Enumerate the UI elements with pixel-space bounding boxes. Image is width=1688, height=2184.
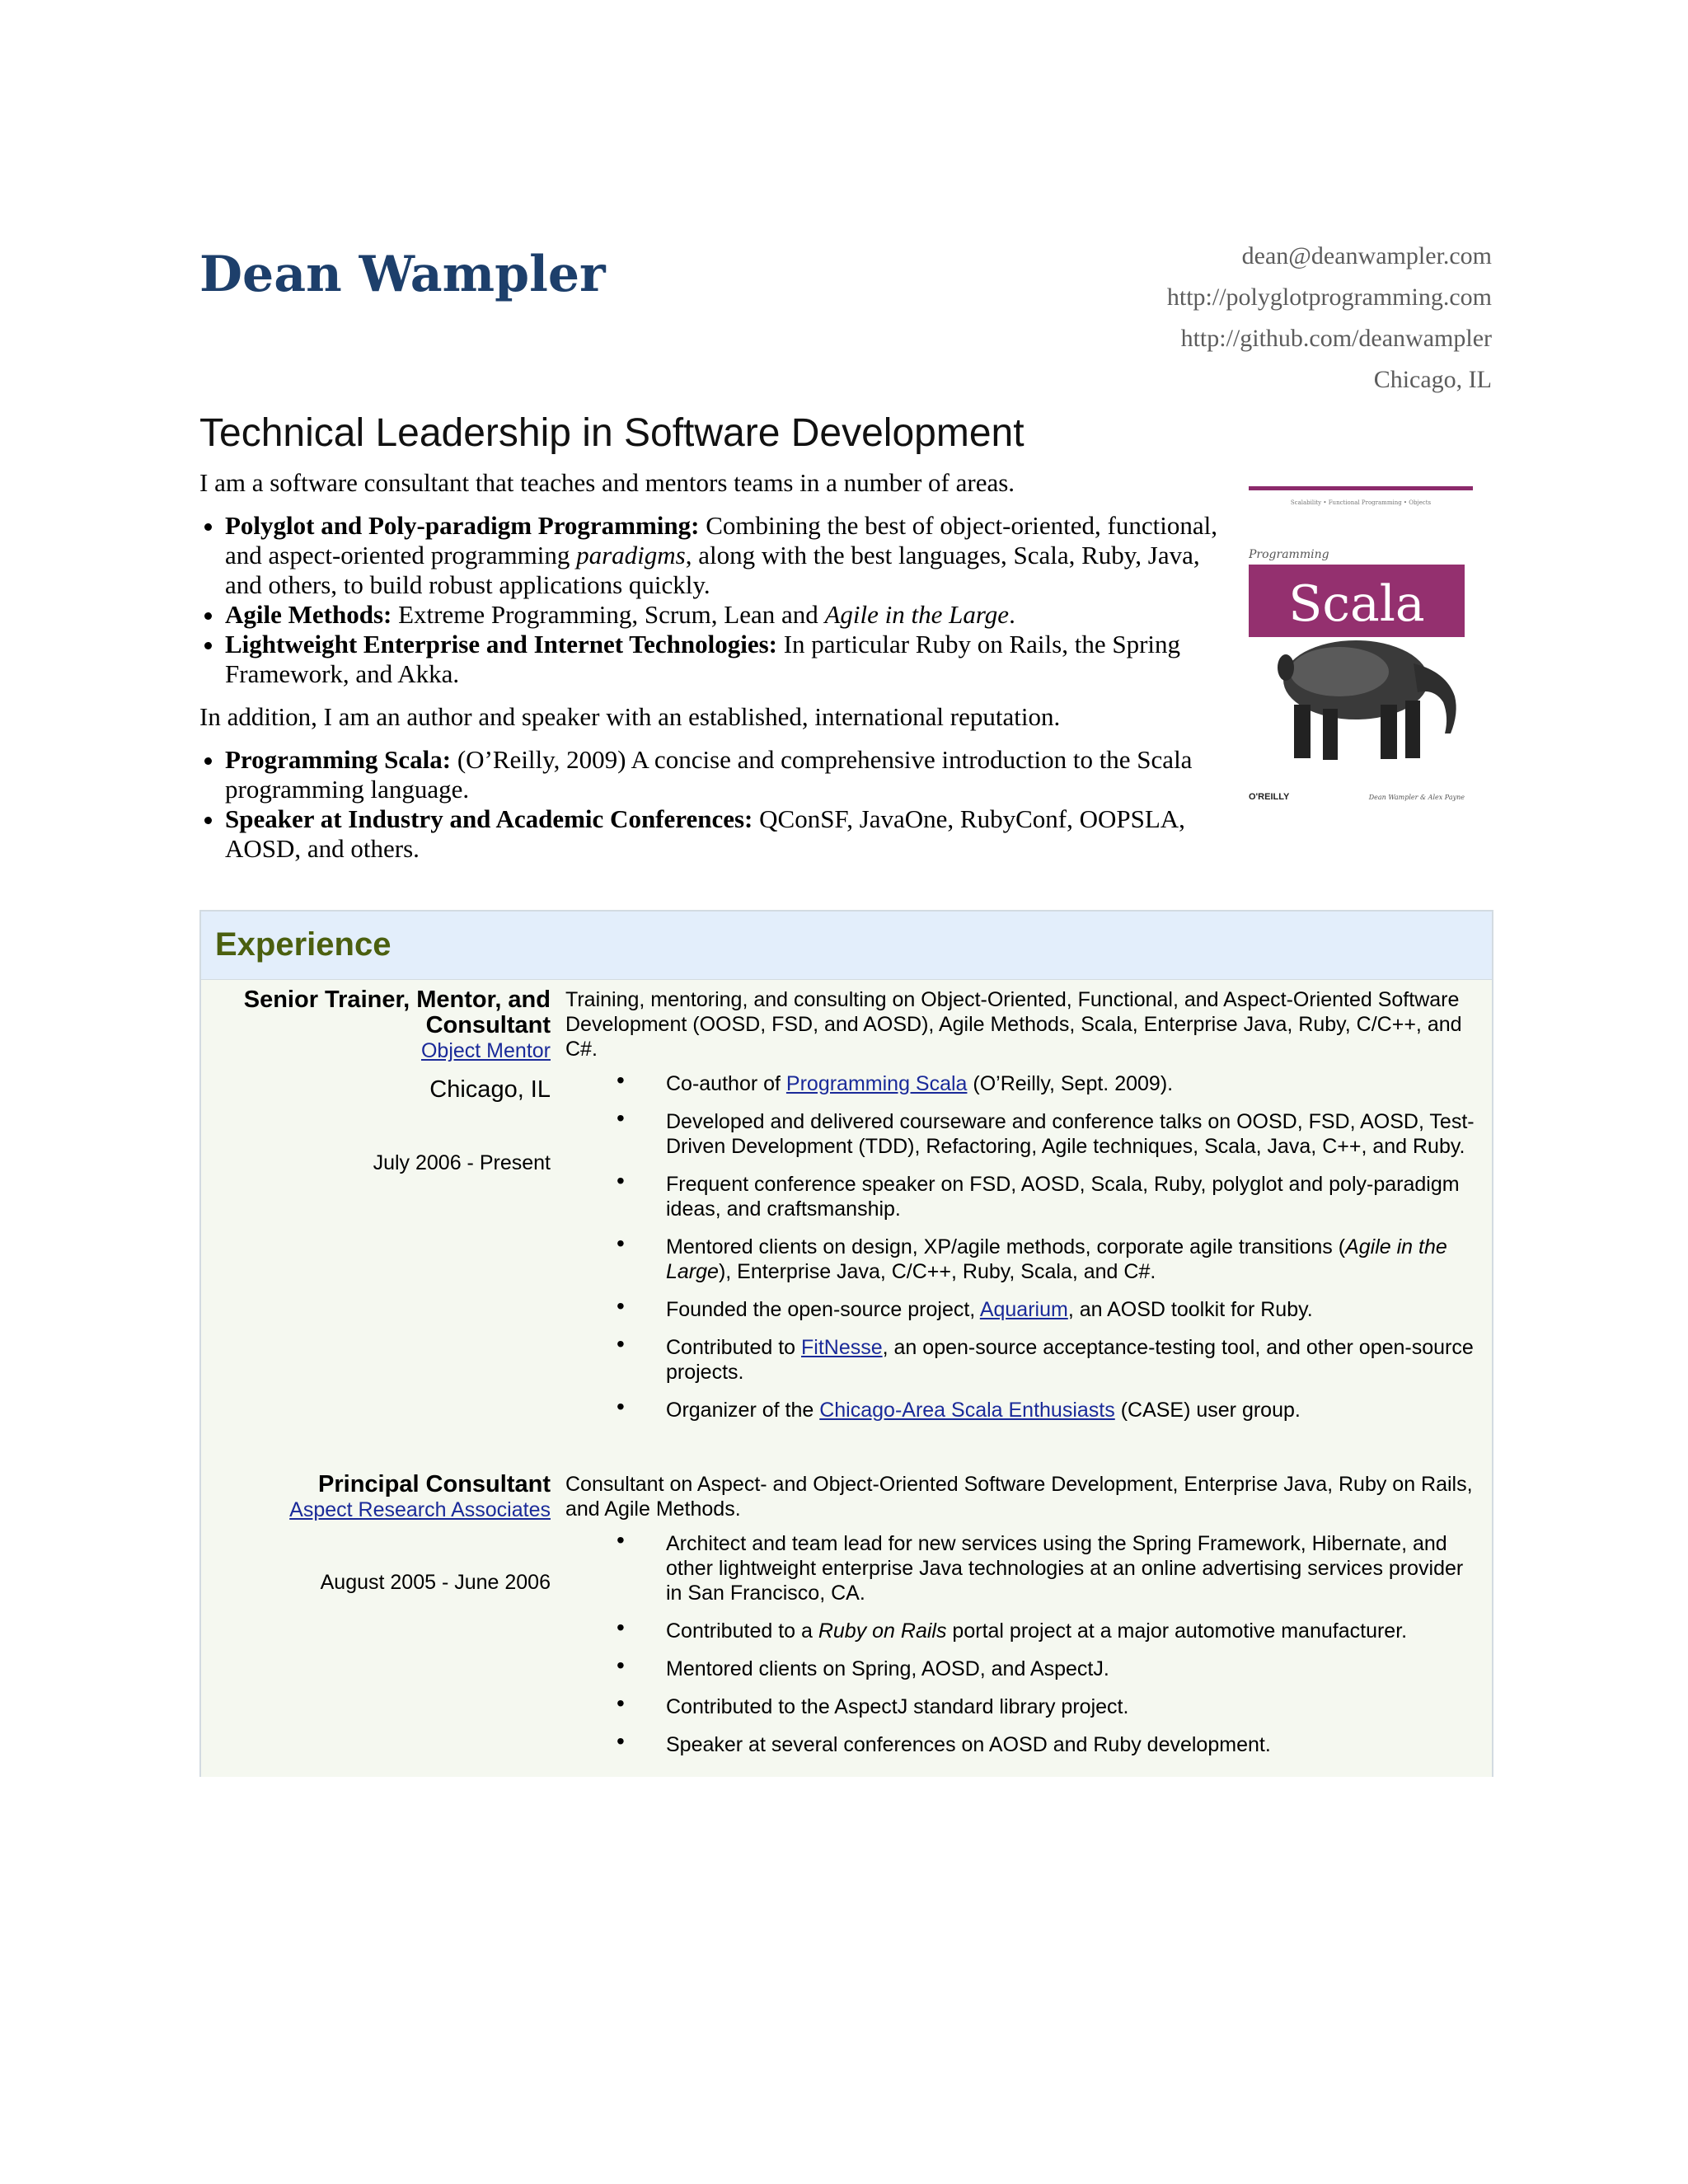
intro-lead: I am a software consultant that teaches and mentors teams in a number of areas. bbox=[199, 468, 1015, 497]
bullet-text: , an open-source acceptance-testing tool, and other open-source projects. bbox=[666, 1336, 1474, 1384]
bullet-item: • Developed and delivered courseware and conference talks on OOSD, FSD, AOSD, Test-Driven Development (TDD), Refactoring, Agile techniques, Scala, Java, C++, and Ruby. bbox=[565, 1109, 1484, 1159]
company-link-aspect-research[interactable]: Aspect Research Associates bbox=[289, 1498, 551, 1521]
link-chicago-area-scala-enthusiasts[interactable]: Chicago-Area Scala Enthusiasts bbox=[819, 1399, 1115, 1422]
bullet-italic: Ruby on Rails bbox=[818, 1619, 947, 1643]
job-dates: August 2005 - June 2006 bbox=[320, 1571, 551, 1594]
link-programming-scala[interactable]: Programming Scala bbox=[785, 1072, 968, 1095]
bullet-text: Mentored clients on design, XP/agile methods, corporate agile transitions ( bbox=[666, 1235, 1346, 1258]
book-authors: Dean Wampler & Alex Payne bbox=[1368, 794, 1465, 801]
job-location: Chicago, IL bbox=[429, 1076, 551, 1103]
area-term: Polyglot and Poly-paradigm Programming: bbox=[225, 511, 700, 540]
credential-item bbox=[225, 745, 1230, 804]
book-cover-programming-scala bbox=[1249, 486, 1473, 812]
job-dates: July 2006 - Present bbox=[373, 1151, 551, 1174]
job-title: Principal Consultant bbox=[318, 1471, 551, 1497]
job-meta bbox=[201, 987, 551, 1175]
experience-section bbox=[199, 910, 1493, 1777]
bullet-text: portal project at a major automotive manufacturer. bbox=[946, 1619, 1408, 1643]
job-meta bbox=[201, 1472, 551, 1595]
company-link-object-mentor[interactable]: Object Mentor bbox=[420, 1039, 551, 1062]
book-series: Programming bbox=[1249, 548, 1329, 561]
bullet-italic: Agile in the Large bbox=[666, 1235, 1447, 1283]
job-details bbox=[565, 987, 1484, 1436]
credential-term: Programming Scala: bbox=[225, 745, 452, 774]
contact-website[interactable]: http://polyglotprogramming.com bbox=[1166, 284, 1492, 311]
job-bullets bbox=[565, 1071, 1484, 1422]
bullet-item bbox=[565, 1335, 1484, 1385]
bullet-text: Founded the open-source project, bbox=[666, 1298, 980, 1321]
bullet-text: (O’Reilly, Sept. 2009). bbox=[967, 1072, 1174, 1095]
contact-github[interactable]: http://github.com/deanwampler bbox=[1180, 325, 1492, 352]
area-text-after: . bbox=[1009, 600, 1015, 629]
book-title: Scala bbox=[1288, 575, 1425, 633]
contact-email[interactable]: dean@deanwampler.com bbox=[1241, 242, 1492, 269]
credential-term: Speaker at Industry and Academic Conferences: bbox=[225, 804, 753, 833]
area-term: Agile Methods: bbox=[225, 600, 392, 629]
job-title: Senior Trainer, Mentor, and Consultant bbox=[243, 987, 551, 1038]
area-italic: Agile in the Large bbox=[824, 600, 1010, 629]
experience-header bbox=[201, 912, 1492, 980]
bullet-text: , an AOSD toolkit for Ruby. bbox=[1067, 1298, 1313, 1321]
credential-item bbox=[225, 804, 1230, 864]
job-summary: Consultant on Aspect- and Object-Oriented Software Development, Enterprise Java, Ruby on Rails, and Agile Methods. bbox=[565, 1473, 1473, 1521]
experience-heading: Experience bbox=[215, 926, 392, 963]
tagline: Technical Leadership in Software Development bbox=[199, 411, 1025, 455]
bullet-text: Organizer of the bbox=[666, 1399, 820, 1422]
book-top-text: Scalability • Functional Programming • Objects bbox=[1290, 499, 1432, 506]
job-company-wrap bbox=[201, 1497, 551, 1522]
bullet-item bbox=[565, 1297, 1484, 1322]
bullet-item bbox=[565, 1071, 1484, 1096]
credential-text: (O’Reilly, 2009) A concise and comprehensive introduction to the Scala programming language. bbox=[225, 745, 1193, 804]
resume-name: Dean Wampler bbox=[199, 246, 606, 303]
area-text-after: , along with the best languages, Scala, Ruby, Java, and others, to build robust applications quickly. bbox=[225, 541, 1200, 599]
bullet-item: • Speaker at several conferences on AOSD and Ruby development. bbox=[565, 1732, 1484, 1757]
area-italic: paradigms bbox=[576, 541, 686, 569]
credential-text: QConSF, JavaOne, RubyConf, OOPSLA, AOSD, and others. bbox=[225, 804, 1185, 863]
area-item bbox=[225, 511, 1230, 600]
bullet-item: • Frequent conference speaker on FSD, AOSD, Scala, Ruby, polyglot and poly-paradigm ideas, and craftsmanship. bbox=[565, 1172, 1484, 1221]
area-text: In particular Ruby on Rails, the Spring Framework, and Akka. bbox=[225, 630, 1181, 688]
bullet-item bbox=[565, 1235, 1484, 1284]
intro-section bbox=[199, 468, 1230, 877]
bullet-item: • Contributed to the AspectJ standard library project. bbox=[565, 1694, 1484, 1719]
area-text: Combining the best of object-oriented, functional, and aspect-oriented programming bbox=[225, 511, 1217, 569]
area-item bbox=[225, 630, 1230, 689]
bullet-item bbox=[565, 1619, 1484, 1643]
job-bullets bbox=[565, 1531, 1484, 1757]
intro-second: In addition, I am an author and speaker with an established, international reputation. bbox=[199, 702, 1061, 731]
link-fitnesse[interactable]: FitNesse bbox=[801, 1336, 883, 1359]
bullet-text: Contributed to a bbox=[666, 1619, 818, 1643]
bullet-item bbox=[565, 1398, 1484, 1422]
bullet-text: ), Enterprise Java, C/C++, Ruby, Scala, and C#. bbox=[718, 1260, 1156, 1283]
bullet-item: • Architect and team lead for new services using the Spring Framework, Hibernate, and other lightweight enterprise Java technologies at an online advertising services provider in San Francisco, CA. bbox=[565, 1531, 1484, 1605]
area-item bbox=[225, 600, 1230, 630]
area-term: Lightweight Enterprise and Internet Technologies: bbox=[225, 630, 777, 658]
job-summary: Training, mentoring, and consulting on Object-Oriented, Functional, and Aspect-Oriented Software Development (OOSD, FSD, and AOSD), Agile Methods, Scala, Enterprise Java, Ruby, C/C++, and C#. bbox=[565, 988, 1462, 1061]
bullet-text: Co-author of bbox=[666, 1072, 786, 1095]
book-publisher: O'REILLY bbox=[1249, 792, 1290, 802]
contact-location: Chicago, IL bbox=[1373, 366, 1492, 393]
contact-block bbox=[915, 236, 1492, 401]
bullet-item: • Mentored clients on Spring, AOSD, and AspectJ. bbox=[565, 1657, 1484, 1681]
link-aquarium[interactable]: Aquarium bbox=[979, 1298, 1068, 1321]
areas-list bbox=[199, 511, 1230, 689]
credentials-list bbox=[199, 745, 1230, 864]
area-text: Extreme Programming, Scrum, Lean and bbox=[392, 600, 825, 629]
job-details bbox=[565, 1472, 1484, 1770]
bullet-text: (CASE) user group. bbox=[1114, 1399, 1301, 1422]
bullet-text: Contributed to bbox=[666, 1336, 801, 1359]
job-company-wrap bbox=[201, 1038, 551, 1063]
